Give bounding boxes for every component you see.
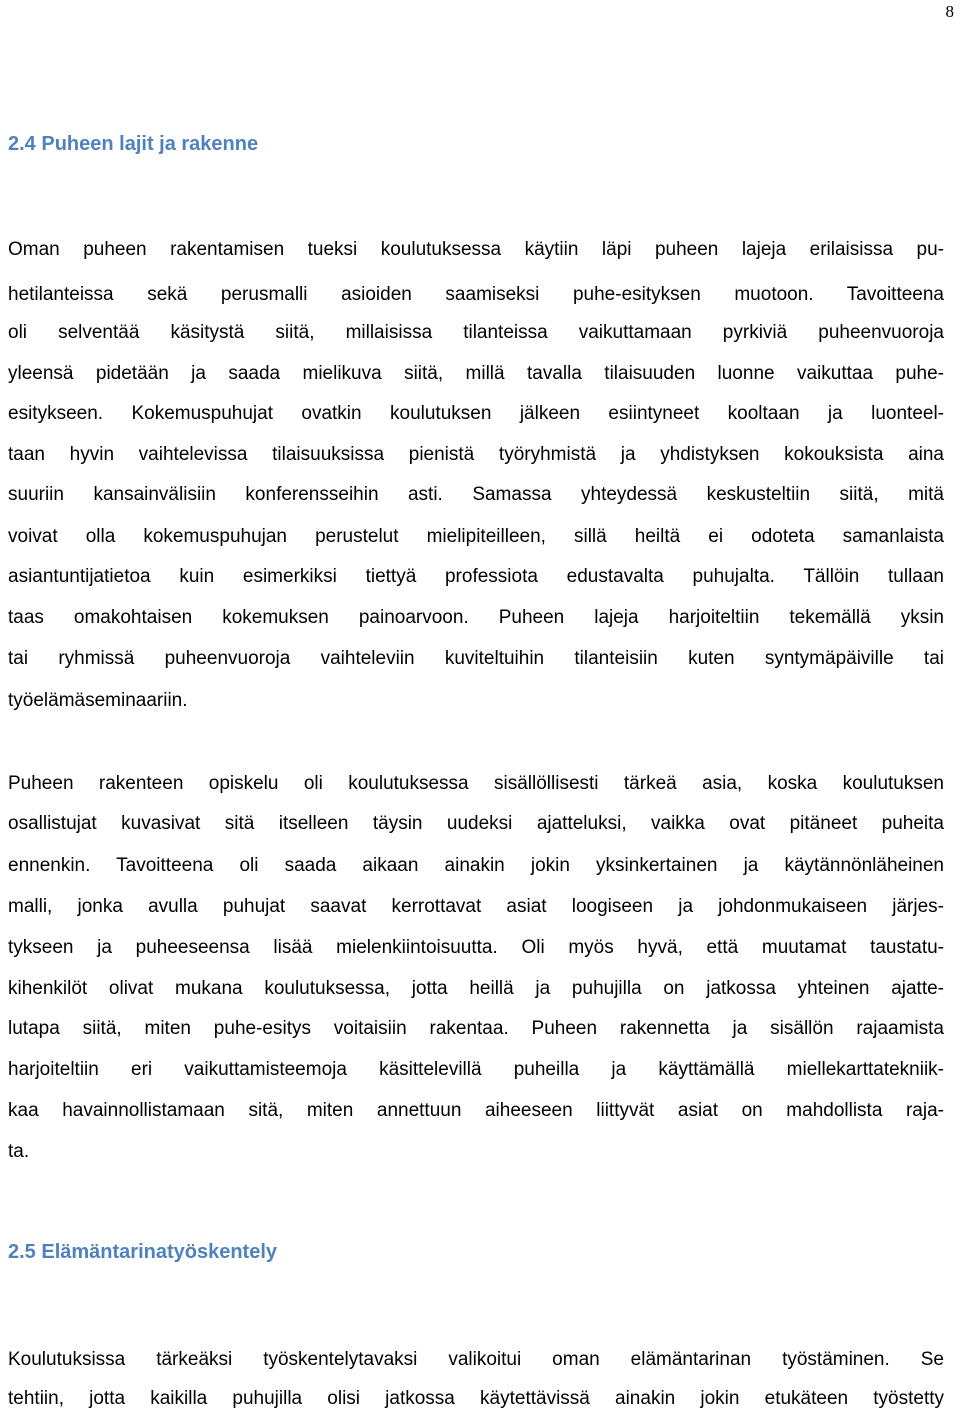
paragraph-line: osallistujat kuvasivat sitä itselleen täysin uudeksi ajatteluksi, vaikka ovat pitäneet puheita xyxy=(8,813,944,834)
paragraph-line: tehtiin, jotta kaikilla puhujilla olisi jatkossa käytettävissä ainakin jokin etukäteen työstetty xyxy=(8,1388,944,1409)
paragraph-line: tai ryhmissä puheenvuoroja vaihteleviin kuviteltuihin tilanteisiin kuten syntymäpäiville tai xyxy=(8,648,944,669)
paragraph-line: taas omakohtaisen kokemuksen painoarvoon. Puheen lajeja harjoiteltiin tekemällä yksin xyxy=(8,607,944,628)
paragraph-line: harjoiteltiin eri vaikuttamisteemoja käsittelevillä puheilla ja käyttämällä miellekarttatekniik- xyxy=(8,1059,944,1080)
paragraph-line: Puheen rakenteen opiskelu oli koulutuksessa sisällöllisesti tärkeä asia, koska koulutuksen xyxy=(8,773,944,794)
paragraph-line: malli, jonka avulla puhujat saavat kerrottavat asiat loogiseen ja johdonmukaiseen järjes- xyxy=(8,896,944,917)
paragraph-line: ennenkin. Tavoitteena oli saada aikaan ainakin jokin yksinkertainen ja käytännönläheinen xyxy=(8,855,944,876)
paragraph-line: kihenkilöt olivat mukana koulutuksessa, jotta heillä ja puhujilla on jatkossa yhteinen ajatte- xyxy=(8,978,944,999)
paragraph-line: voivat olla kokemuspuhujan perustelut mielipiteilleen, sillä heiltä ei odoteta samanlaista xyxy=(8,526,944,547)
paragraph-line: Koulutuksissa tärkeäksi työskentelytavaksi valikoitui oman elämäntarinan työstäminen. Se xyxy=(8,1349,944,1370)
paragraph-line: yleensä pidetään ja saada mielikuva siitä, millä tavalla tilaisuuden luonne vaikuttaa puhe- xyxy=(8,363,944,384)
paragraph-line: kaa havainnollistamaan sitä, miten annettuun aiheeseen liittyvät asiat on mahdollista raja- xyxy=(8,1100,944,1121)
paragraph-line: oli selventää käsitystä siitä, millaisissa tilanteissa vaikuttamaan pyrkiviä puheenvuoroja xyxy=(8,322,944,343)
paragraph-line: taan hyvin vaihtelevissa tilaisuuksissa pienistä työryhmistä ja yhdistyksen kokouksista aina xyxy=(8,444,944,465)
paragraph-line: työelämäseminaariin. xyxy=(8,690,188,711)
paragraph-line: lutapa siitä, miten puhe-esitys voitaisiin rakentaa. Puheen rakennetta ja sisällön rajaamista xyxy=(8,1018,944,1039)
section-heading-2-5: 2.5 Elämäntarinatyöskentely xyxy=(8,1241,278,1263)
paragraph-line: esitykseen. Kokemuspuhujat ovatkin koulutuksen jälkeen esiintyneet kooltaan ja luonteel- xyxy=(8,403,944,424)
paragraph-line: asiantuntijatietoa kuin esimerkiksi tiettyä professiota edustavalta puhujalta. Tällöin tullaan xyxy=(8,566,944,587)
paragraph-line: tykseen ja puheeseensa lisää mielenkiintoisuutta. Oli myös hyvä, että muutamat taustatu- xyxy=(8,937,944,958)
paragraph-line: ta. xyxy=(8,1141,30,1162)
page-number: 8 xyxy=(945,2,954,21)
paragraph-line: suuriin kansainvälisiin konferensseihin asti. Samassa yhteydessä keskusteltiin siitä, mitä xyxy=(8,484,944,505)
paragraph-line: Oman puheen rakentamisen tueksi koulutuksessa käytiin läpi puheen lajeja erilaisissa pu- xyxy=(8,239,944,260)
section-heading-2-4: 2.4 Puheen lajit ja rakenne xyxy=(8,133,259,155)
paragraph-line: hetilanteissa sekä perusmalli asioiden saamiseksi puhe-esityksen muotoon. Tavoitteena xyxy=(8,284,944,305)
